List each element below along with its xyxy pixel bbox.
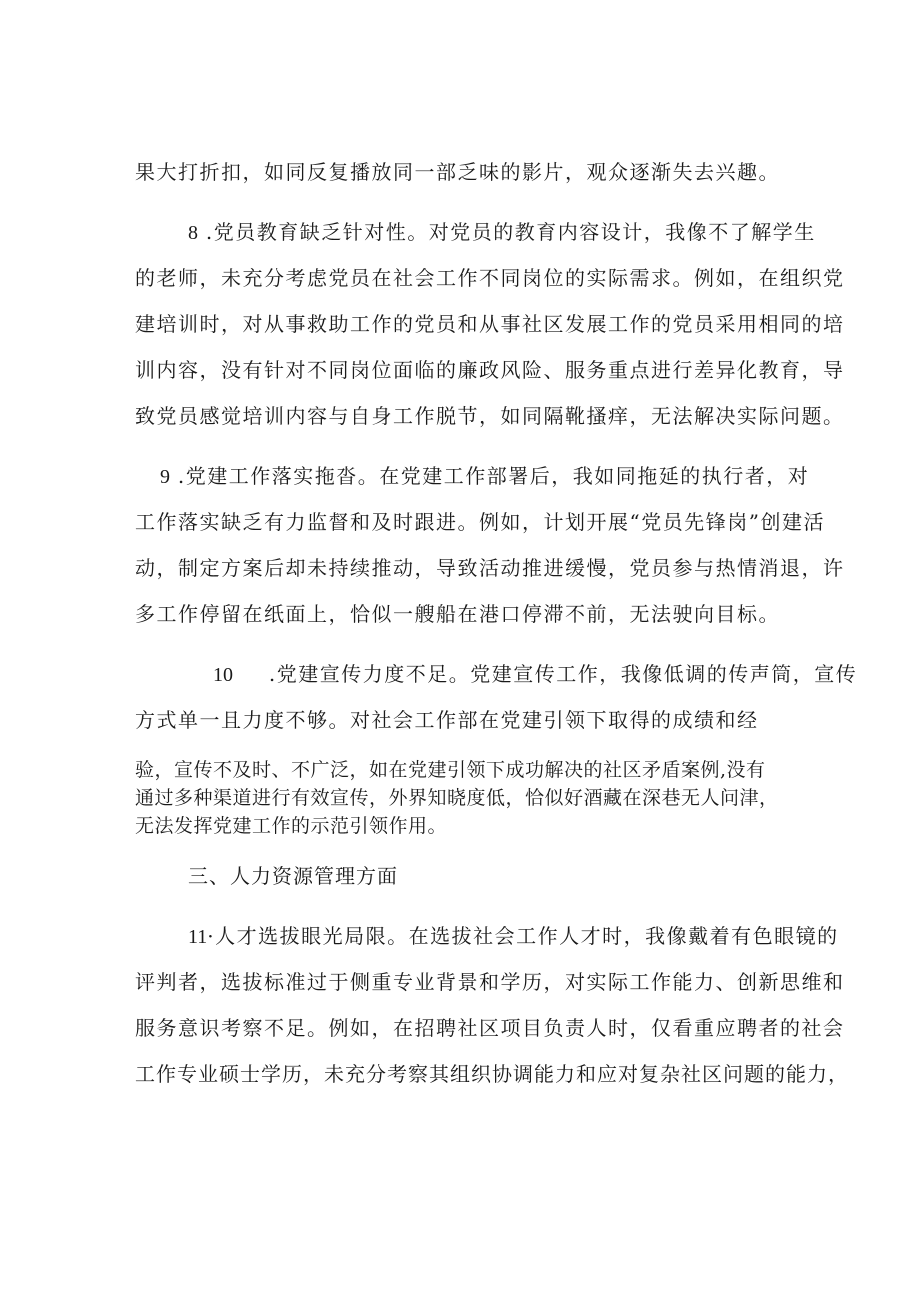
section-heading: 三、人力资源管理方面 xyxy=(188,864,398,888)
item-number: 8 xyxy=(188,222,198,244)
item-title-text: .党建宣传力度不足。党建宣传工作，我像低调的传声筒，宣传 xyxy=(268,662,858,686)
paragraph-line: 果大打折扣，如同反复播放同一部乏味的影片，观众逐渐失去兴趣。 xyxy=(135,160,780,184)
paragraph-line: 的老师，未充分考虑党员在社会工作不同岗位的实际需求。例如，在组织党 xyxy=(135,266,845,290)
paragraph-line: 服务意识考察不足。例如，在招聘社区项目负责人时，仅看重应聘者的社会 xyxy=(135,1016,845,1040)
paragraph-line: 训内容，没有针对不同岗位面临的廉政风险、服务重点进行差异化教育，导 xyxy=(135,358,845,382)
paragraph-line: 工作专业硕士学历，未充分考察其组织协调能力和应对复杂社区问题的能力， xyxy=(135,1062,849,1086)
paragraph-line: 通过多种渠道进行有效宣传，外界知晓度低，恰似好酒藏在深巷无人问津， xyxy=(135,787,779,809)
paragraph-line: 无法发挥党建工作的示范引领作用。 xyxy=(135,815,448,837)
paragraph-line: 建培训时，对从事救助工作的党员和从事社区发展工作的党员采用相同的培 xyxy=(135,312,845,336)
list-item-8-header xyxy=(188,219,816,246)
paragraph-line: 多工作停留在纸面上，恰似一艘船在港口停滞不前，无法驶向目标。 xyxy=(135,602,780,626)
item-number: 9 xyxy=(160,466,170,488)
list-item-11-header xyxy=(188,923,839,950)
item-title-text: ·人才选拔眼光局限。在选拔社会工作人才时，我像戴着有色眼镜的 xyxy=(207,924,839,948)
item-title-text: .党员教育缺乏针对性。对党员的教育内容设计，我像不了解学生 xyxy=(205,220,816,244)
paragraph-line: 评判者，选拔标准过于侧重专业背景和学历，对实际工作能力、创新思维和 xyxy=(135,970,845,994)
list-item-10-header xyxy=(213,661,857,688)
list-item-9-header xyxy=(160,463,809,490)
item-number: 11 xyxy=(188,926,208,948)
paragraph-line: 动，制定方案后却未持续推动，导致活动推进缓慢，党员参与热情消退，许 xyxy=(135,556,845,580)
paragraph-line: 方式单一且力度不够。对社会工作部在党建引领下取得的成绩和经 xyxy=(135,708,759,732)
item-number: 10 xyxy=(213,664,233,686)
item-title-text: .党建工作落实拖沓。在党建工作部署后，我如同拖延的执行者，对 xyxy=(177,464,810,488)
paragraph-line: 致党员感觉培训内容与自身工作脱节，如同隔靴搔痒，无法解决实际问题。 xyxy=(135,404,845,428)
paragraph-line: 工作落实缺乏有力监督和及时跟进。例如，计划开展“党员先锋岗”创建活 xyxy=(135,510,825,534)
paragraph-line: 验，宣传不及时、不广泛，如在党建引领下成功解决的社区矛盾案例,没有 xyxy=(135,759,766,781)
